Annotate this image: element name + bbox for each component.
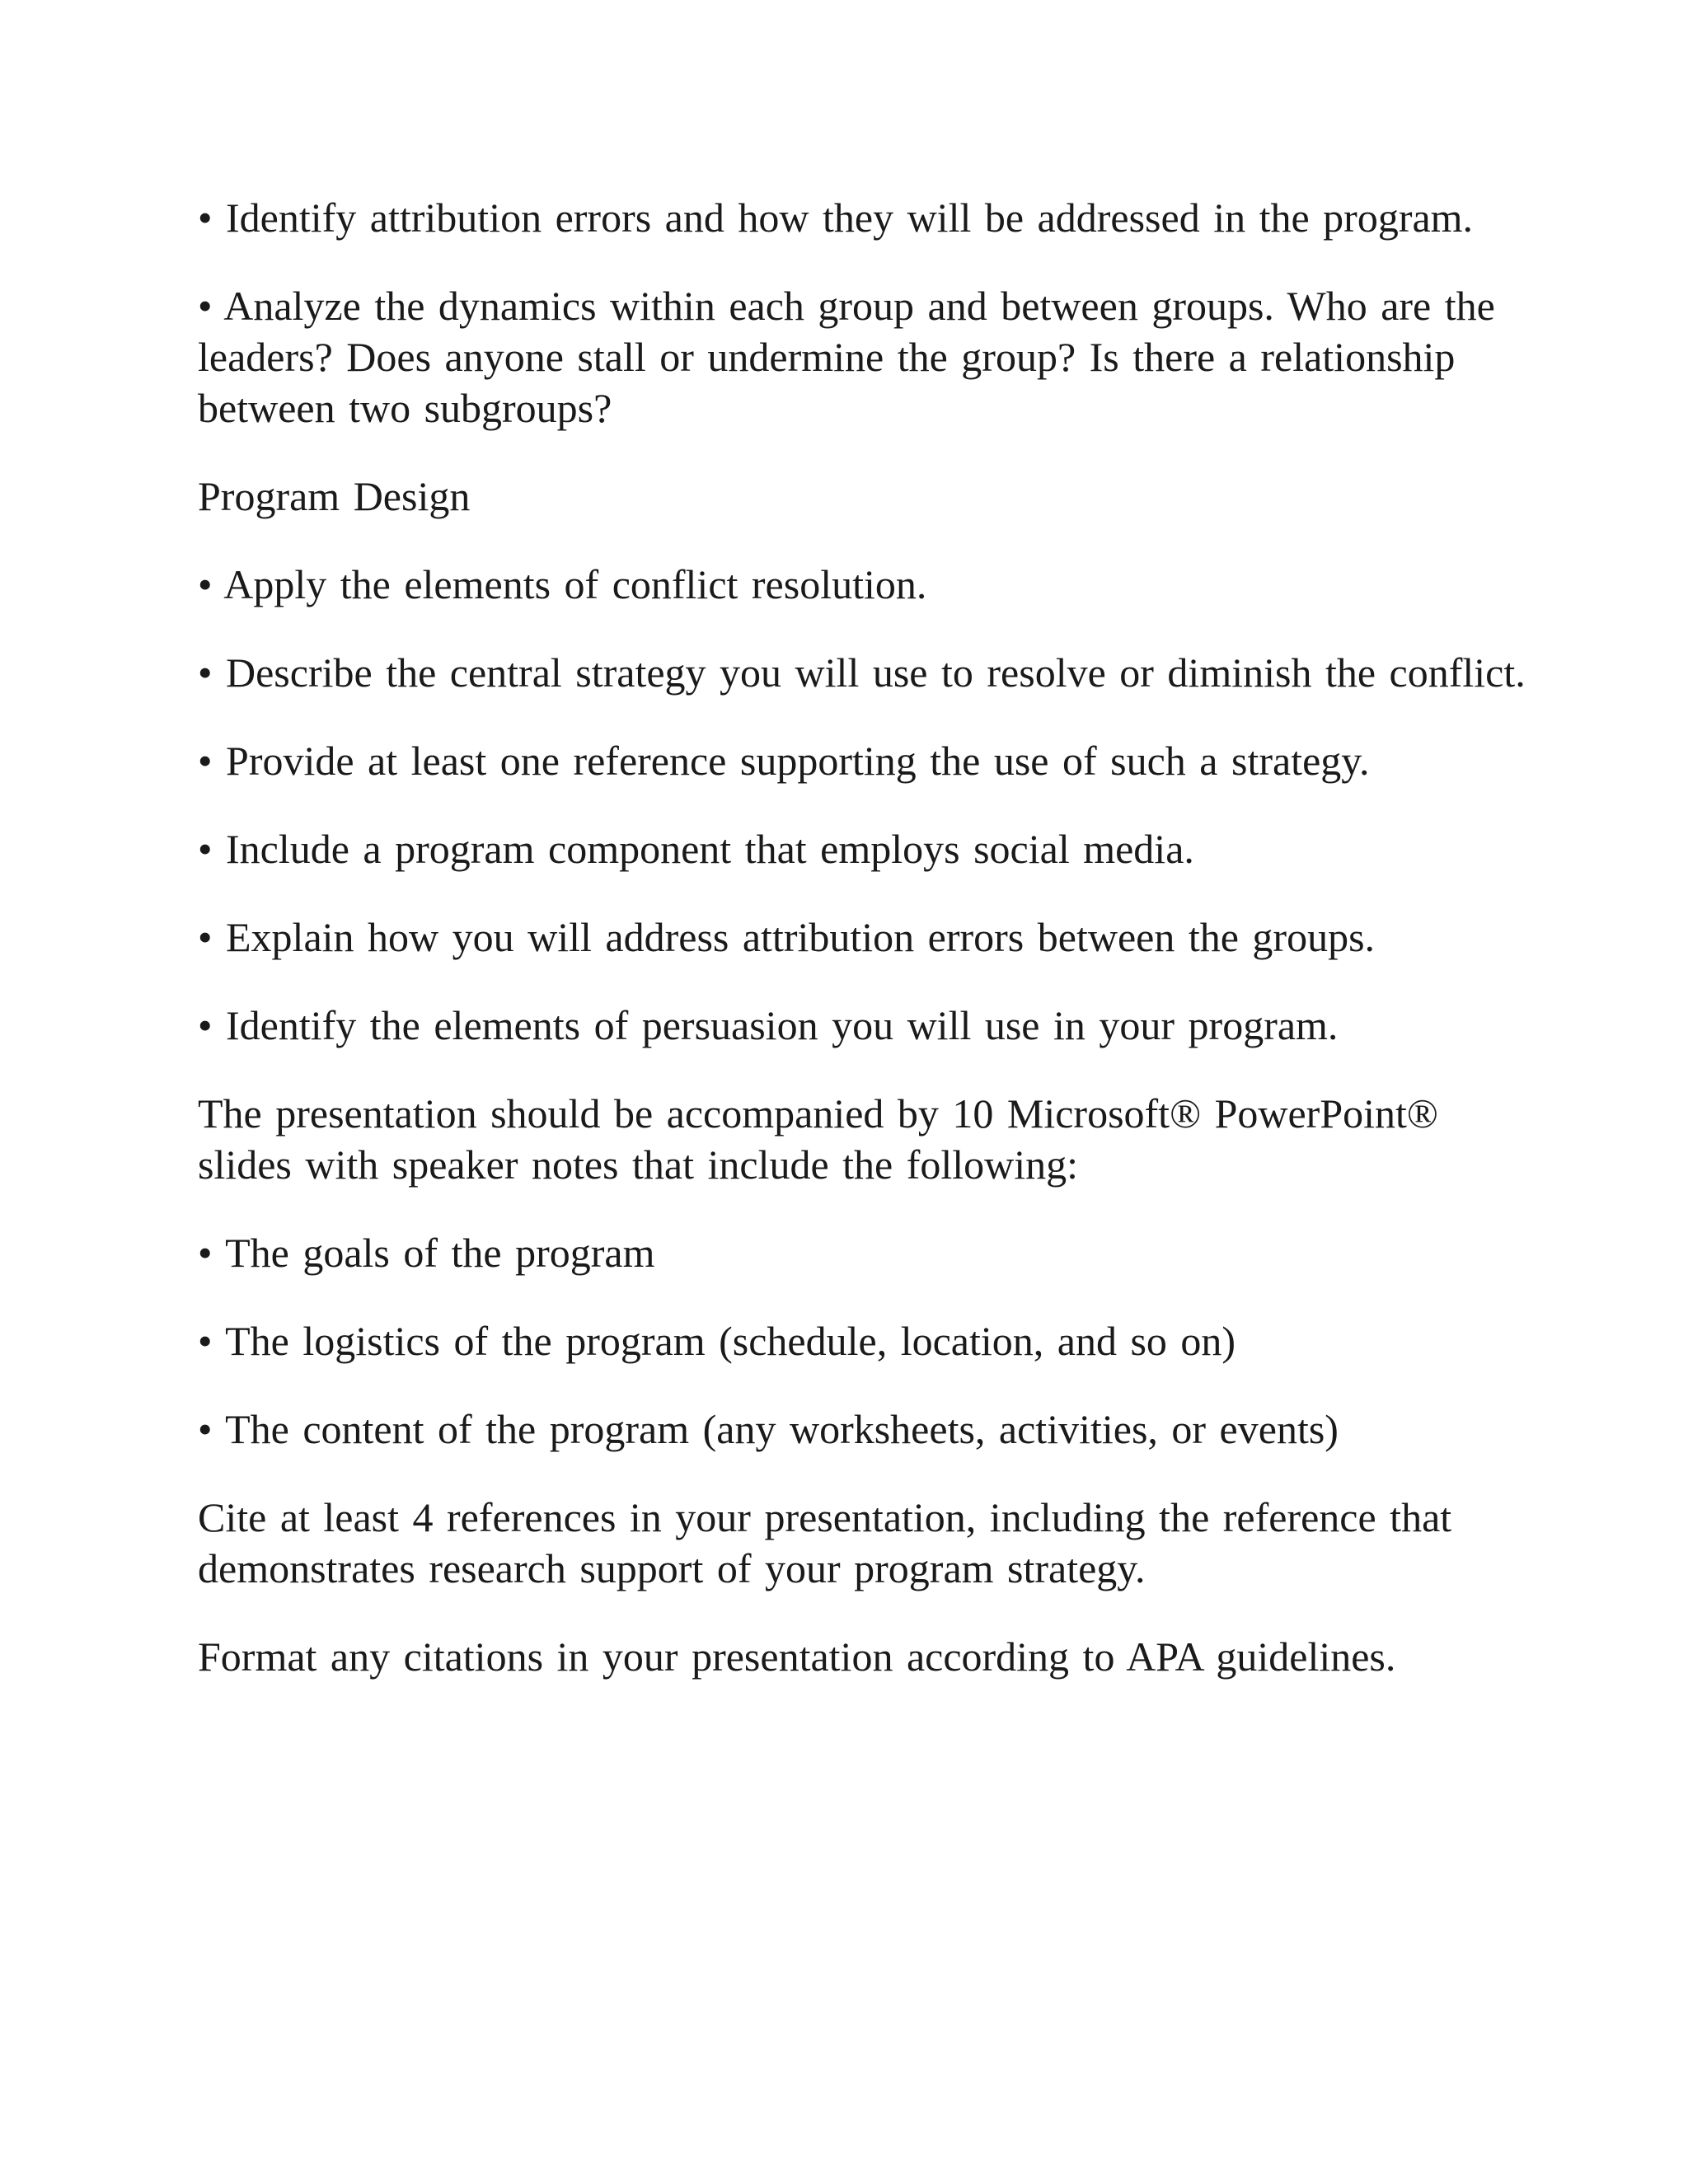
bullet-elements-of-persuasion: • Identify the elements of persuasion you will use in your program.: [198, 1002, 1339, 1048]
section-heading-program-design: Program Design: [198, 473, 471, 519]
bullet-program-goals: • The goals of the program: [198, 1230, 655, 1276]
references-requirement-paragraph: Cite at least 4 references in your presentation, including the reference that demonstrates research support of your program strategy.: [198, 1494, 1452, 1591]
bullet-identify-attribution-errors: • Identify attribution errors and how they will be addressed in the program.: [198, 194, 1474, 241]
apa-format-paragraph: Format any citations in your presentation according to APA guidelines.: [198, 1633, 1396, 1680]
bullet-apply-conflict-resolution: • Apply the elements of conflict resolution.: [198, 561, 927, 607]
document-body: [198, 192, 1533, 1719]
bullet-describe-central-strategy: • Describe the central strategy you will use to resolve or diminish the conflict.: [198, 649, 1526, 696]
bullet-program-content: • The content of the program (any worksheets, activities, or events): [198, 1406, 1339, 1452]
bullet-program-logistics: • The logistics of the program (schedule, location, and so on): [198, 1318, 1236, 1364]
presentation-requirements-paragraph: The presentation should be accompanied by 10 Microsoft® PowerPoint® slides with speaker notes that include the following:: [198, 1090, 1438, 1188]
bullet-address-attribution-errors: • Explain how you will address attribution errors between the groups.: [198, 914, 1376, 960]
bullet-provide-reference: • Provide at least one reference supporting the use of such a strategy.: [198, 738, 1370, 784]
bullet-social-media-component: • Include a program component that employs social media.: [198, 826, 1194, 872]
bullet-analyze-group-dynamics: • Analyze the dynamics within each group and between groups. Who are the leaders? Does anyone stall or undermine the group? Is there a relationship between two subgroups?: [198, 283, 1495, 431]
